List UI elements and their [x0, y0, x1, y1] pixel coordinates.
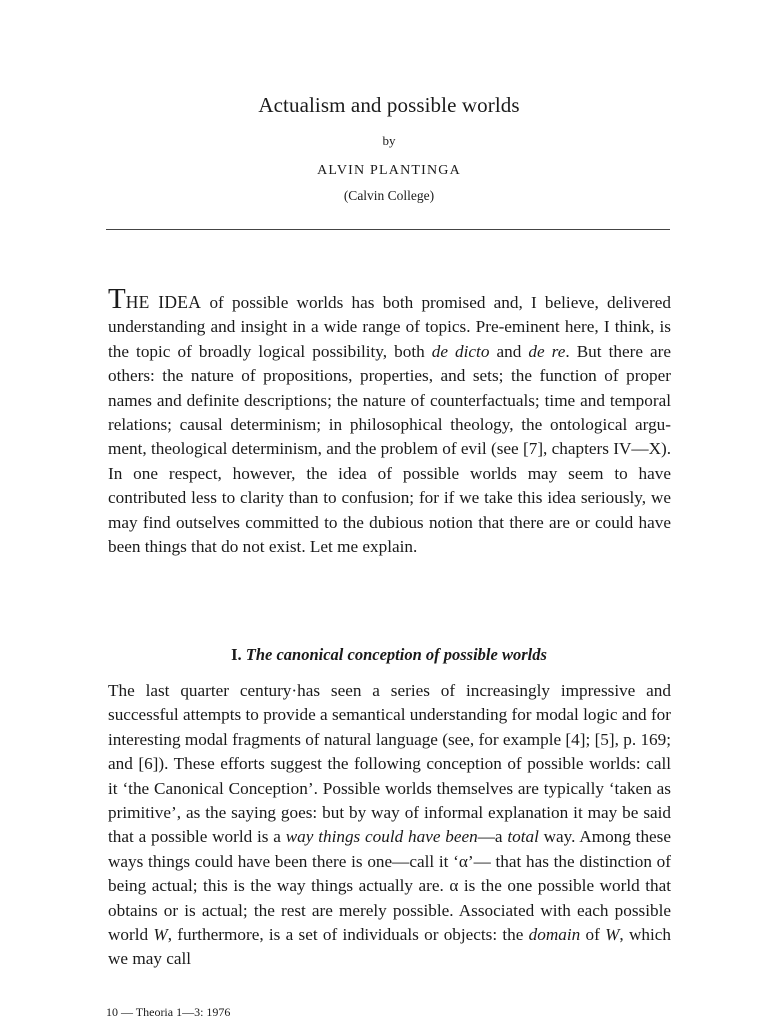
lead-words: HE IDEA: [125, 292, 202, 312]
body-text-3: way. Among these ways things could have been there is one—call it ‘α’— that has the distinction of being actual; this is the way things actually are. α is the one possible world that obtains or is actual; the rest are merely possible. Associated with each possible world: [108, 827, 671, 945]
intro-text-2: . But there are others: the nature of propositions, properties, and sets; the function of proper names and definite descriptions; the nature of counterfactuals; time and temporal relations; causal determinism; in philosophical theology, the ontological argument, theological determinism, and the problem of evil (see [7], chapters IV—X). In one respect, however, the idea of possible worlds may seem to have contributed less to clarity than to confusion; for if we take this idea seriously, we may find outselves committed to the dubious notion that there are or could have been things that do not exist. Let me explain.: [108, 341, 671, 557]
author-name: ALVIN PLANTINGA: [317, 163, 461, 178]
body-text-6: , which we may call: [108, 925, 671, 969]
body-text-2: —a: [477, 827, 508, 847]
author-affiliation: (Calvin College): [343, 188, 435, 203]
body-italic-w1: W: [153, 925, 168, 945]
body-italic-total: total: [507, 827, 539, 847]
intro-paragraph: [108, 283, 671, 559]
intro-text-and: and: [489, 341, 529, 361]
body-paragraph: [108, 679, 671, 972]
body-text-1: The last quarter century·has seen a series of increasingly impressive and successful attempts to provide a semantical understanding for modal logic and for interesting modal fragments of natural language (see, for example [4]; [5], p. 169; and [6]). These efforts suggest the following conception of possible worlds: call it ‘the Canonical Conception’. Possible worlds themselves are typically ‘taken as primitive’, as the saying goes: but by way of informal explanation it may be said that a possible world is a: [108, 681, 671, 847]
page-footer: 10 — Theoria 1—3: 1976: [106, 1005, 231, 1019]
intro-text-1: of possible worlds has both promised and, I believe, delivered understanding and insight in a wide range of topics. Pre-eminent here, I think, is the topic of broadly logical possibility, both: [108, 293, 671, 361]
byline-by: by: [382, 133, 396, 148]
section-number: I.: [231, 645, 242, 664]
intro-italic-de-dicto: de dicto: [431, 341, 490, 361]
section-title: The canonical conception of possible worlds: [245, 645, 547, 664]
body-italic-way-things: way things could have been: [285, 827, 478, 847]
intro-italic-de-re: de re: [528, 341, 566, 361]
section-heading: [0, 645, 768, 665]
body-italic-w2: W: [605, 925, 620, 945]
body-italic-domain: domain: [528, 925, 581, 945]
header-divider: [106, 229, 670, 230]
article-title: Actualism and possible worlds: [258, 93, 520, 117]
body-text-4: , furthermore, is a set of individuals or objects: the: [167, 925, 529, 945]
drop-cap: T: [108, 283, 126, 315]
body-text-5: of: [580, 925, 606, 945]
